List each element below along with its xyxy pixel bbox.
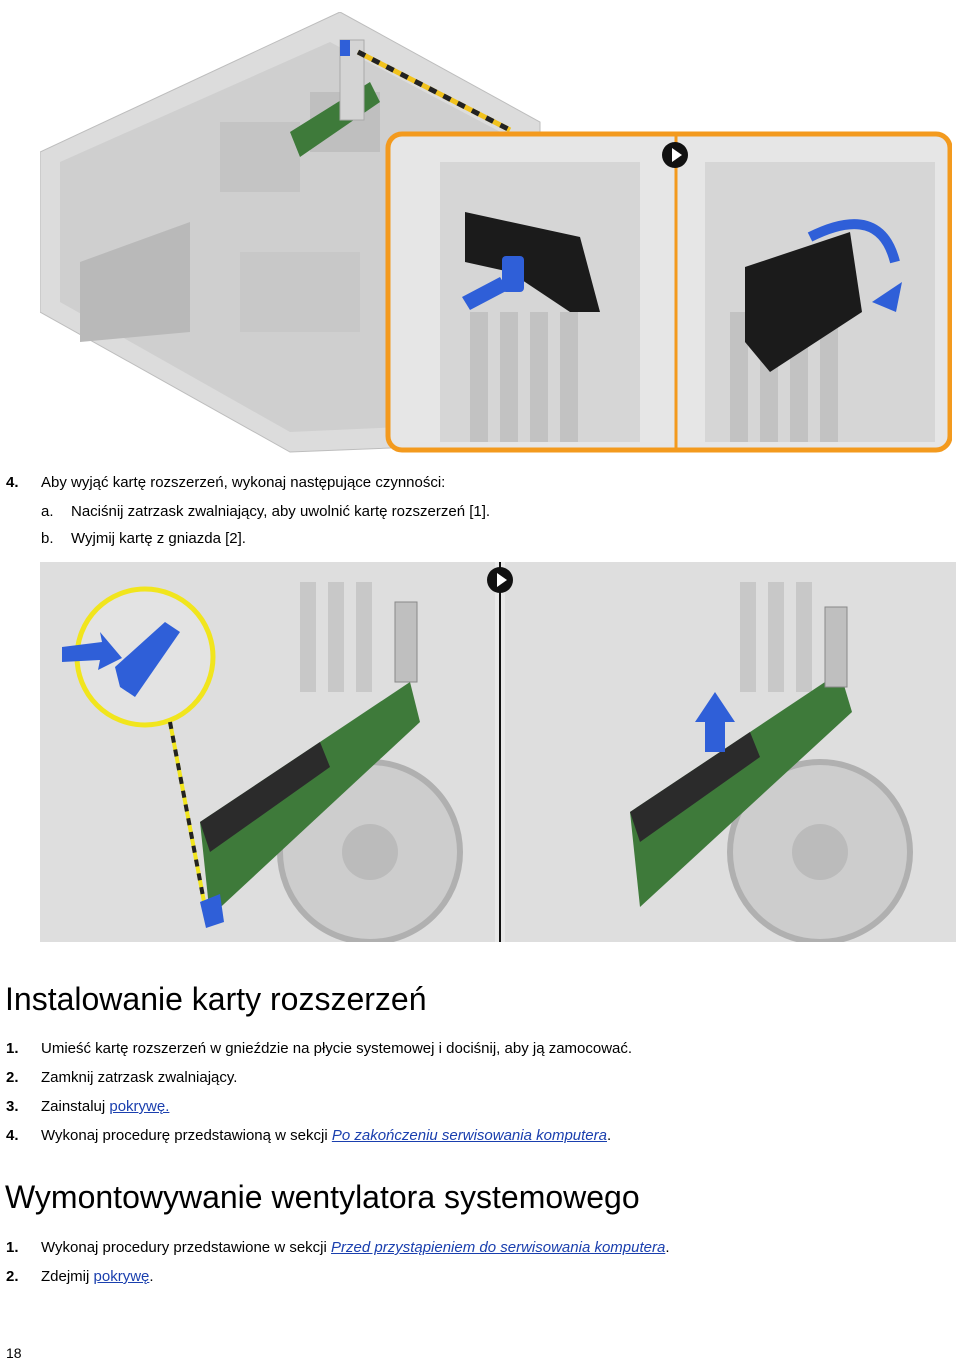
step-text-prefix: Zdejmij — [41, 1268, 94, 1285]
cover-link[interactable]: pokrywę — [93, 1268, 150, 1285]
page-number: 18 — [6, 1345, 22, 1361]
step-text-suffix: . — [607, 1127, 612, 1144]
step-number: 2. — [6, 1268, 19, 1285]
step-number: 3. — [6, 1098, 19, 1115]
cover-link[interactable]: pokrywę. — [109, 1098, 170, 1115]
figure-card-removal — [40, 562, 956, 942]
step-text-prefix: Wykonaj procedury przedstawione w sekcji — [41, 1239, 331, 1256]
step-number: 4. — [6, 1127, 19, 1144]
after-service-link[interactable]: Po zakończeniu serwisowania komputera — [331, 1127, 607, 1144]
substep-letter: b. — [41, 530, 54, 547]
step-text — [41, 1098, 169, 1116]
step-text-suffix: . — [665, 1239, 670, 1256]
chassis-illustration — [40, 12, 952, 454]
before-service-link[interactable]: Przed przystąpieniem do serwisowania komputera — [331, 1239, 666, 1256]
step-text-prefix: Zainstaluj — [41, 1098, 110, 1115]
step-number: 2. — [6, 1069, 19, 1086]
step-text: Zamknij zatrzask zwalniający. — [41, 1069, 238, 1086]
step-text-suffix: . — [149, 1268, 154, 1285]
step-number: 1. — [6, 1040, 19, 1057]
substep-text: Naciśnij zatrzask zwalniający, aby uwolnić kartę rozszerzeń [1]. — [71, 503, 491, 520]
step-text — [41, 1127, 611, 1145]
fan-heading: Wymontowywanie wentylatora systemowego — [5, 1179, 640, 1215]
step-number: 4. — [6, 474, 19, 491]
step-number: 1. — [6, 1239, 19, 1256]
play-icon — [487, 567, 513, 593]
play-icon — [662, 142, 688, 168]
install-heading: Instalowanie karty rozszerzeń — [5, 981, 427, 1017]
substep-letter: a. — [41, 503, 54, 520]
substep-a — [41, 503, 490, 521]
card-removal-illustration — [40, 562, 956, 942]
step-text-prefix: Wykonaj procedurę przedstawioną w sekcji — [41, 1127, 332, 1144]
substep-b — [41, 530, 246, 548]
step-text — [41, 1268, 154, 1286]
step-text: Aby wyjąć kartę rozszerzeń, wykonaj następujące czynności: — [41, 474, 446, 491]
figure-chassis-latch — [40, 12, 952, 454]
substep-text: Wyjmij kartę z gniazda [2]. — [71, 530, 246, 547]
step-text — [41, 1239, 670, 1257]
step-text: Umieść kartę rozszerzeń w gnieździe na płycie systemowej i dociśnij, aby ją zamocować. — [41, 1040, 633, 1057]
